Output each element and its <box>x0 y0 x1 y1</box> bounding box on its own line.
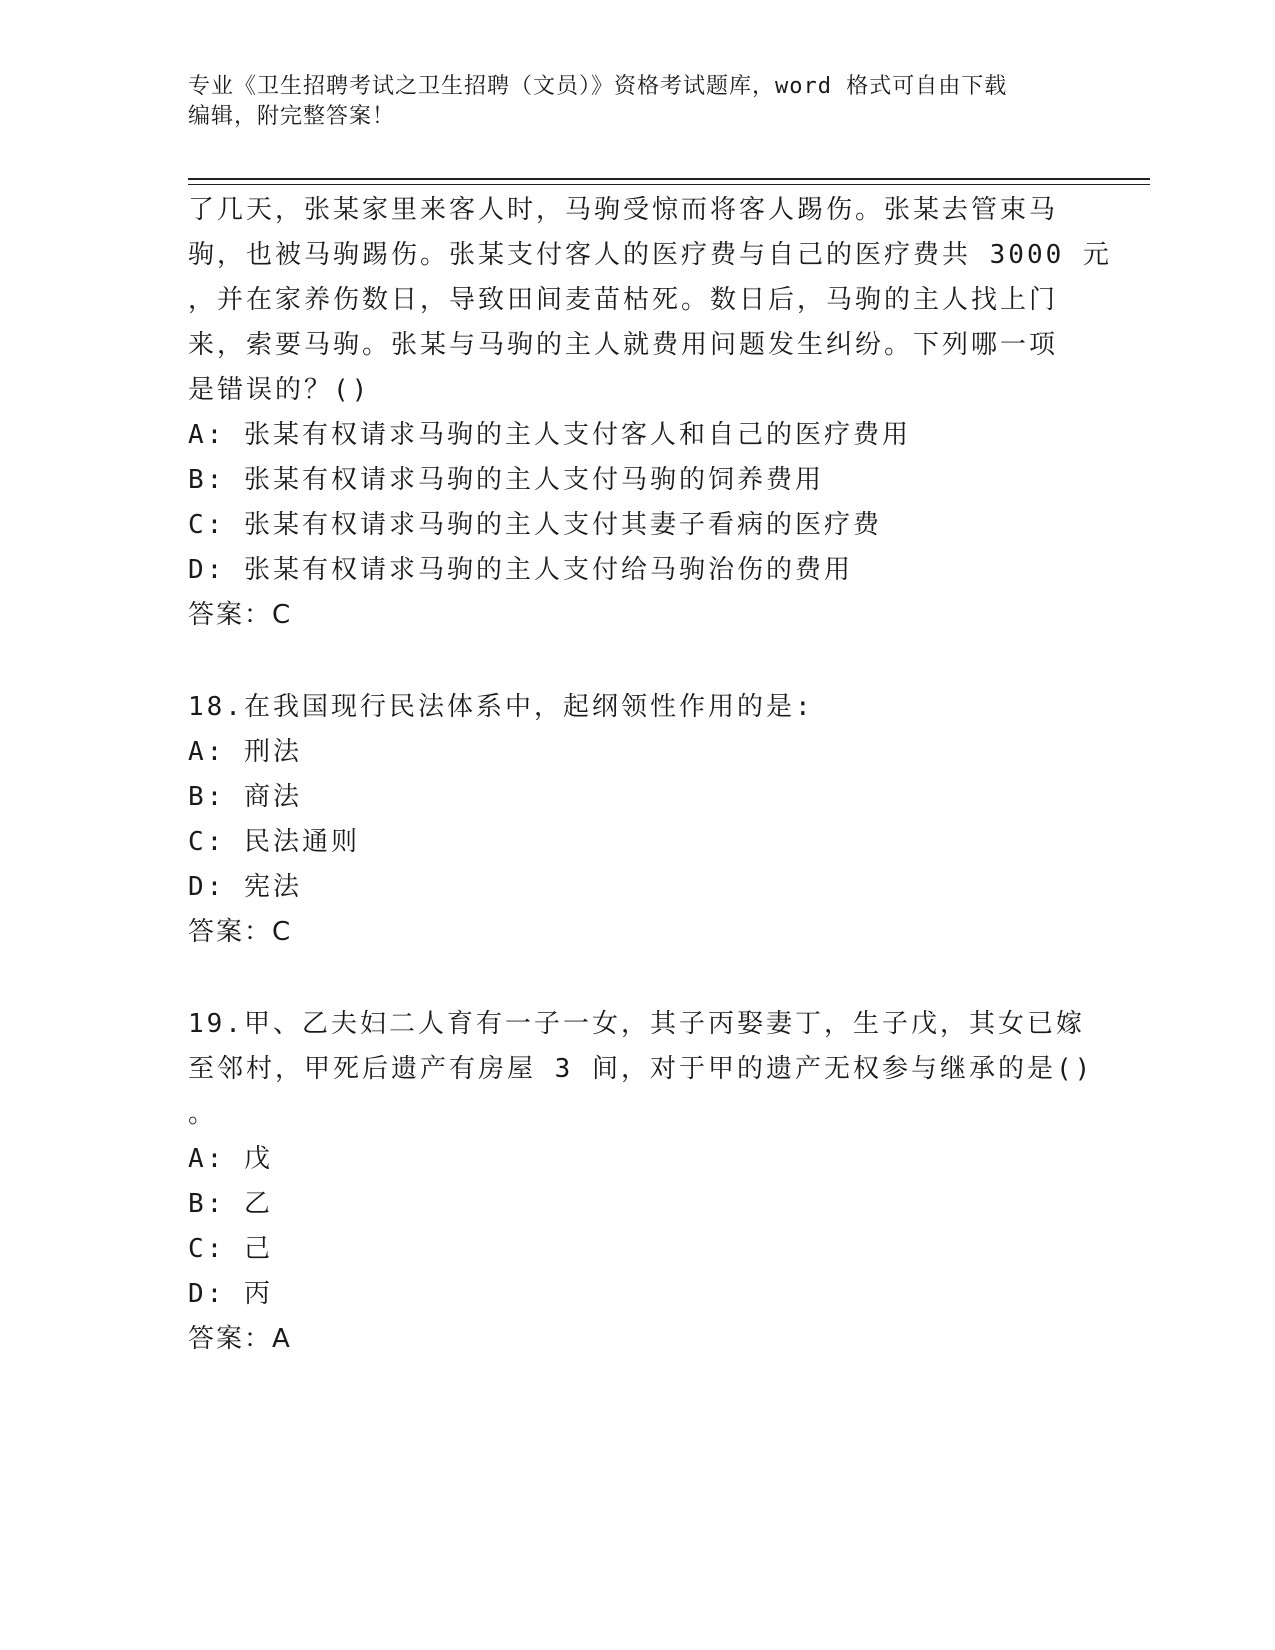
question-text-line: ，并在家养伤数日，导致田间麦苗枯死。数日后，马驹的主人找上门 <box>188 285 1059 315</box>
document-header <box>188 72 1088 132</box>
question-19 <box>188 1002 1094 1362</box>
question-18 <box>188 685 1088 955</box>
option-d: D: 张某有权请求马驹的主人支付给马驹治伤的费用 <box>188 555 853 585</box>
answer: 答案：C <box>188 917 293 947</box>
question-text-line: 18.在我国现行民法体系中，起纲领性作用的是: <box>188 692 814 722</box>
question-text-line: 19.甲、乙夫妇二人育有一子一女，其子丙娶妻丁，生子戊，其女已嫁 <box>188 1009 1085 1039</box>
option-a: A: 戊 <box>188 1144 273 1174</box>
option-b: B: 乙 <box>188 1189 273 1219</box>
question-text-line: 。 <box>188 1099 218 1129</box>
option-c: C: 张某有权请求马驹的主人支付其妻子看病的医疗费 <box>188 510 882 540</box>
option-c: C: 己 <box>188 1234 273 1264</box>
question-text-line: 来，索要马驹。张某与马驹的主人就费用问题发生纠纷。下列哪一项 <box>188 330 1059 360</box>
option-b: B: 商法 <box>188 782 302 812</box>
header-line-2: 编辑，附完整答案！ <box>188 104 396 129</box>
header-line-1: 专业《卫生招聘考试之卫生招聘（文员）》资格考试题库，word 格式可自由下载 <box>188 74 1008 99</box>
answer: 答案：A <box>188 1324 292 1354</box>
spacer <box>188 638 1088 685</box>
answer: 答案：C <box>188 600 293 630</box>
header-rule-thin <box>188 184 1150 185</box>
question-17 <box>188 188 1112 638</box>
option-d: D: 丙 <box>188 1279 273 1309</box>
header-rule-thick <box>188 178 1150 180</box>
option-a: A: 张某有权请求马驹的主人支付客人和自己的医疗费用 <box>188 420 911 450</box>
question-text-line: 了几天，张某家里来客人时，马驹受惊而将客人踢伤。张某去管束马 <box>188 195 1059 225</box>
question-text-line: 至邻村，甲死后遗产有房屋 3 间，对于甲的遗产无权参与继承的是() <box>188 1054 1094 1084</box>
option-c: C: 民法通则 <box>188 827 360 857</box>
question-text-line: 驹，也被马驹踢伤。张某支付客人的医疗费与自己的医疗费共 3000 元 <box>188 240 1112 270</box>
spacer <box>188 955 1088 1002</box>
document-body <box>188 188 1112 1362</box>
option-a: A: 刑法 <box>188 737 302 767</box>
option-d: D: 宪法 <box>188 872 302 902</box>
option-b: B: 张某有权请求马驹的主人支付马驹的饲养费用 <box>188 465 824 495</box>
question-text-line: 是错误的？() <box>188 375 371 405</box>
